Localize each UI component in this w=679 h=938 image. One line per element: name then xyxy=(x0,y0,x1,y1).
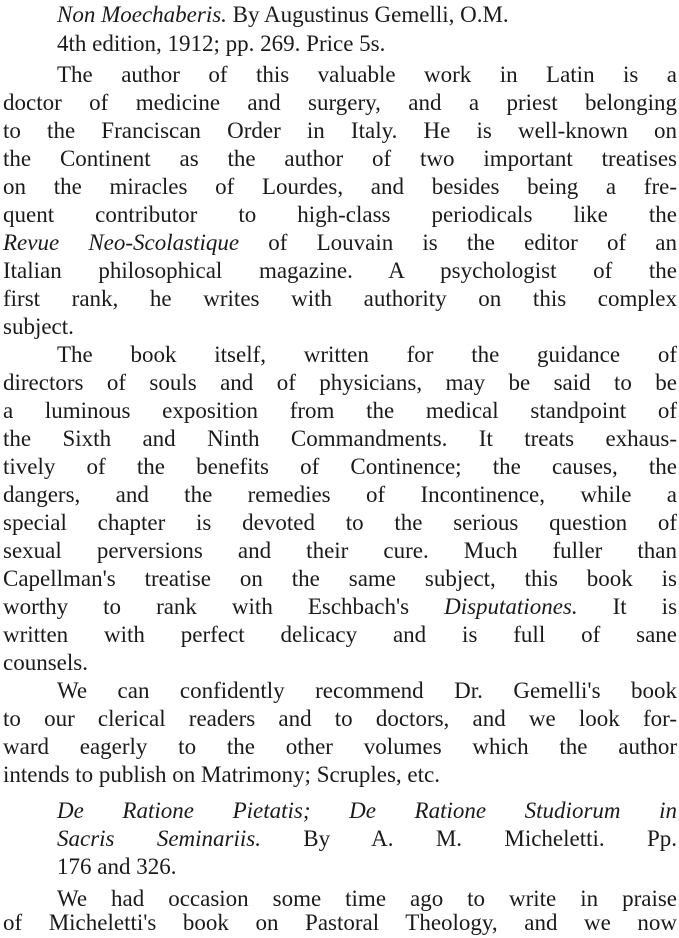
body-line: The book itself, written for the guidance of xyxy=(57,342,677,367)
body-line: Italian philosophical magazine. A psychologist of the xyxy=(3,258,677,283)
body-line-with-journal xyxy=(3,228,677,258)
body-line: ward eagerly to the other volumes which the author xyxy=(3,734,677,759)
body-line: first rank, he writes with authority on this complex xyxy=(3,286,677,311)
body-line-tail: It is xyxy=(612,594,678,619)
body-line: intends to publish on Matrimony; Scruples, etc. xyxy=(3,762,440,787)
body-line: sexual perversions and their cure. Much fuller than xyxy=(3,538,677,563)
body-line: written with perfect delicacy and is full of sane xyxy=(3,622,677,647)
body-line: to the Franciscan Order in Italy. He is well-known on xyxy=(3,118,677,143)
review2-heading-line2 xyxy=(57,824,677,854)
review2-heading-line1: De Ratione Pietatis; De Ratione Studiorum in xyxy=(57,798,677,823)
review1-heading-line2: 4th edition, 1912; pp. 269. Price 5s. xyxy=(57,31,386,56)
body-line-head: worthy to rank with Eschbach's xyxy=(3,594,410,619)
body-line: tively of the benefits of Continence; the causes, the xyxy=(3,454,677,479)
journal-title: Revue Neo-Scolastique xyxy=(3,230,240,255)
body-line: directors of souls and of physicians, may be said to be xyxy=(3,370,677,395)
review1-heading-line1 xyxy=(57,0,677,30)
disputationes-title: Disputationes. xyxy=(444,594,578,619)
body-line-with-disputationes xyxy=(3,592,677,622)
body-line: of Micheletti's book on Pastoral Theology, and we now xyxy=(3,910,677,935)
body-line: dangers, and the remedies of Incontinence, while a xyxy=(3,482,677,507)
review1-heading-author: By Augustinus Gemelli, O.M. xyxy=(226,2,509,27)
body-line: doctor of medicine and surgery, and a priest belonging xyxy=(3,90,677,115)
body-line: The author of this valuable work in Latin is a xyxy=(57,62,677,87)
body-line: We can confidently recommend Dr. Gemelli's book xyxy=(57,678,677,703)
body-line: special chapter is devoted to the serious question of xyxy=(3,510,677,535)
review2-title-end: Sacris Seminariis. xyxy=(57,826,261,851)
review1-title: Non Moechaberis. xyxy=(57,2,227,27)
body-line: Capellman's treatise on the same subject, this book is xyxy=(3,566,677,591)
body-line: a luminous exposition from the medical standpoint of xyxy=(3,398,677,423)
body-line: to our clerical readers and to doctors, and we look for- xyxy=(3,706,677,731)
body-line: counsels. xyxy=(3,650,88,675)
body-line: on the miracles of Lourdes, and besides being a fre- xyxy=(3,174,677,199)
body-line-tail: of Louvain is the editor of an xyxy=(268,230,678,255)
body-line: We had occasion some time ago to write in praise xyxy=(57,886,677,911)
body-line: quent contributor to high-class periodicals like the xyxy=(3,202,677,227)
body-line: the Sixth and Ninth Commandments. It treats exhaus- xyxy=(3,426,677,451)
review2-heading-line3: 176 and 326. xyxy=(57,854,177,879)
body-line: the Continent as the author of two important treatises xyxy=(3,146,677,171)
body-line: subject. xyxy=(3,314,74,339)
review2-heading-author: By A. M. Micheletti. Pp. xyxy=(260,826,678,851)
